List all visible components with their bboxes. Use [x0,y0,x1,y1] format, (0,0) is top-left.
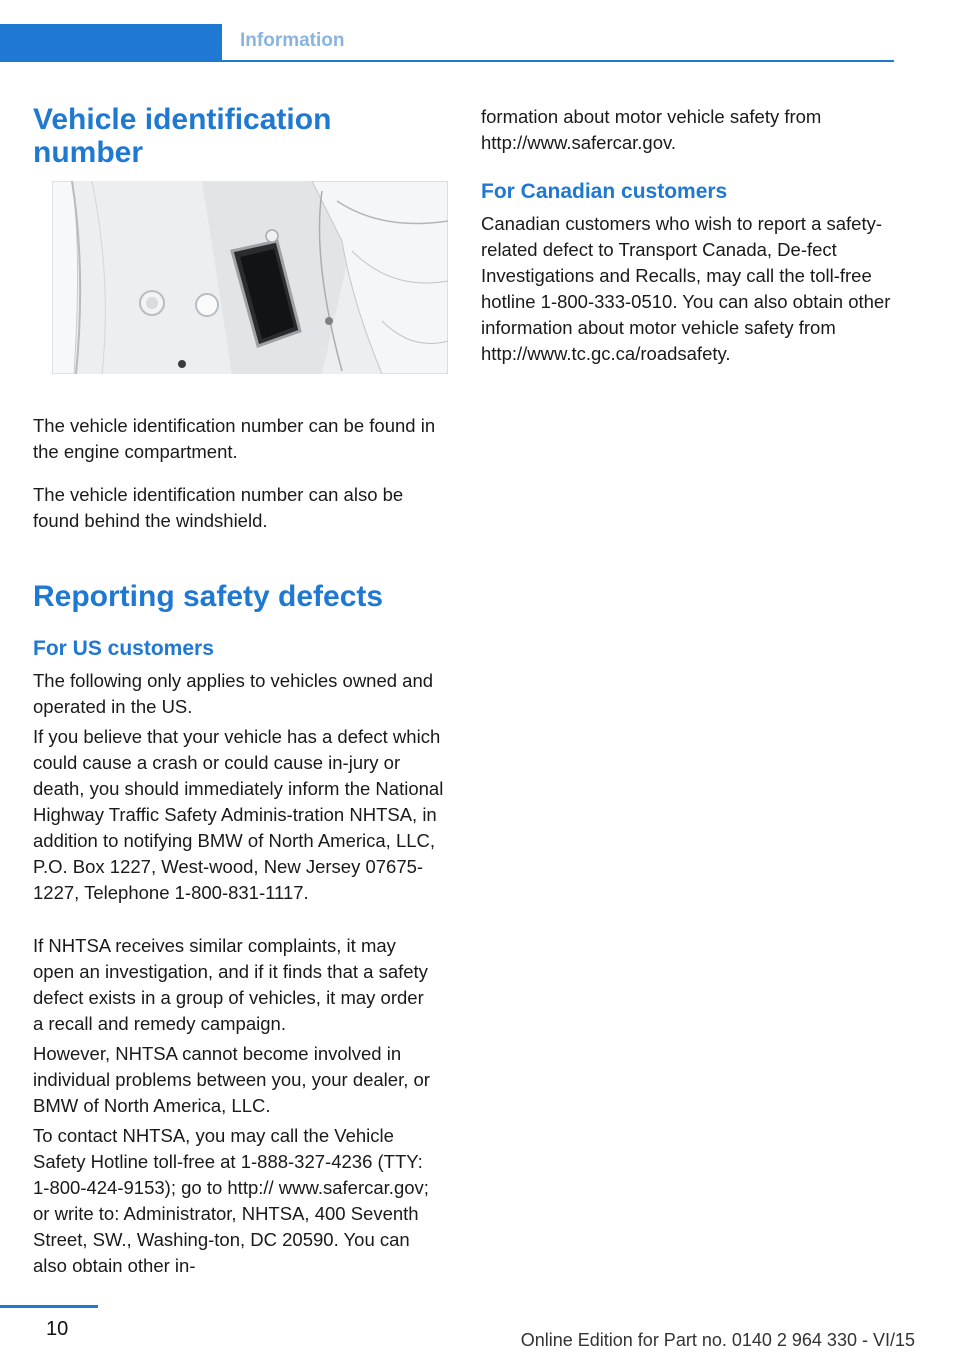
vin-paragraph-2: The vehicle identification number can also be found behind the windshield. [33,484,404,531]
defects-heading: Reporting safety defects [33,580,384,613]
us-customers-heading: For US customers [33,637,214,660]
us-paragraph-4: However, NHTSA cannot become involved in individual problems between you, your dealer, or BMW of North America, LLC. [33,1043,430,1116]
header-accent-bar [0,24,222,62]
header-rule [222,60,894,62]
us-paragraph-5: To contact NHTSA, you may call the Vehicle Safety Hotline toll-free at 1-888-327-4236 (TTY: 1-800-424-9153); go to http:// www.safercar.gov; or write to: Administrator, NHTSA, 400 Seventh Street, SW., Washing-ton, DC 20590. You can also obtain other in- [33,1125,429,1276]
us-paragraph-3: If NHTSA receives similar complaints, it may open an investigation, and if it finds that a safety defect exists in a group of vehicles, it may order a recall and remedy campaign. [33,935,428,1034]
canadian-paragraph: Canadian customers who wish to report a safety-related defect to Transport Canada, De-fect Investigations and Recalls, may call the toll-free hotline 1-800-333-0510. You can also obtain other information about motor vehicle safety from http://www.tc.gc.ca/roadsafety. [481,213,891,364]
vin-heading: Vehicle identification number [33,103,332,169]
section-header-title: Information [240,30,345,51]
continued-paragraph: formation about motor vehicle safety from http://www.safercar.gov. [481,106,822,153]
us-paragraph-2: If you believe that your vehicle has a defect which could cause a crash or could cause in-jury or death, you should immediately inform the National Highway Traffic Safety Adminis-tration NHTSA, in addition to notifying BMW of North America, LLC, P.O. Box 1227, West-wood, New Jersey 07675-1227, Telephone 1-800-831-1117. [33,726,444,903]
canadian-customers-heading: For Canadian customers [481,180,728,203]
page-number: 10 [46,1318,69,1340]
footer-accent-rule [0,1305,98,1308]
engine-compartment-illustration [52,181,448,374]
us-paragraph-1: The following only applies to vehicles owned and operated in the US. [33,670,434,717]
vin-paragraph-1: The vehicle identification number can be found in the engine compartment. [33,415,436,462]
edition-footer: Online Edition for Part no. 0140 2 964 330 - VI/15 [520,1330,915,1350]
